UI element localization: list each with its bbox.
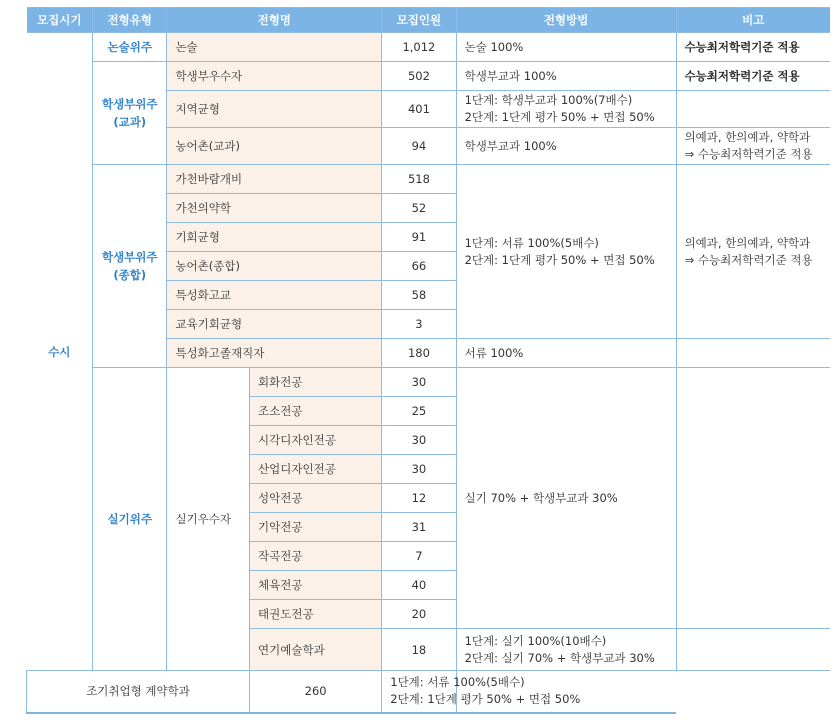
name-cell: 회화전공	[250, 368, 382, 397]
name-cell: 성악전공	[250, 484, 382, 513]
table-row	[27, 165, 831, 194]
count-cell: 20	[382, 600, 456, 629]
method-line: 1단계: 실기 100%(10배수)	[464, 633, 607, 648]
count-cell: 518	[382, 165, 456, 194]
note-cell: 수능최저학력기준 적용	[676, 33, 830, 62]
count-cell: 66	[382, 252, 456, 281]
count-cell: 52	[382, 194, 456, 223]
method-line: 2단계: 1단계 평가 50% + 면접 50%	[464, 110, 655, 124]
count-cell: 1,012	[382, 33, 456, 62]
type-silgi: 실기위주	[93, 368, 167, 671]
name-cell: 특성화고졸재직자	[167, 339, 382, 368]
name-cell: 가천의약학	[167, 194, 382, 223]
name-cell: 특성화고교	[167, 281, 382, 310]
note-cell	[676, 368, 830, 629]
type-jonghap: 학생부위주 (종합)	[93, 165, 167, 368]
name-cell: 기악전공	[250, 513, 382, 542]
method-line: 1단계: 학생부교과 100%(7배수)	[464, 93, 633, 107]
method-cell: 학생부교과 100%	[456, 62, 676, 91]
header-note: 비고	[676, 8, 830, 33]
count-cell: 180	[382, 339, 456, 368]
count-cell: 91	[382, 223, 456, 252]
table-row	[27, 33, 831, 62]
count-cell: 12	[382, 484, 456, 513]
method-cell	[456, 629, 676, 671]
header-period: 모집시기	[27, 8, 93, 33]
method-cell: 실기 70% + 학생부교과 30%	[456, 368, 676, 629]
table-row	[27, 671, 831, 713]
name-cell: 산업디자인전공	[250, 455, 382, 484]
method-line: 1단계: 서류 100%(5배수)	[390, 675, 525, 690]
name-cell: 지역균형	[167, 91, 382, 128]
method-line: 1단계: 서류 100%(5배수)	[464, 235, 599, 250]
name-cell: 태권도전공	[250, 600, 382, 629]
method-cell	[456, 165, 676, 339]
header-method: 전형방법	[456, 8, 676, 33]
header-type: 전형유형	[93, 8, 167, 33]
method-cell: 논술 100%	[456, 33, 676, 62]
count-cell: 401	[382, 91, 456, 128]
table-row	[27, 62, 831, 91]
name-cell: 조기취업형 계약학과	[27, 671, 250, 713]
name-cell: 교육기회균형	[167, 310, 382, 339]
header-row	[27, 8, 831, 33]
name-cell: 가천바람개비	[167, 165, 382, 194]
note-cell	[676, 128, 830, 165]
name-cell: 작곡전공	[250, 542, 382, 571]
name-cell: 체육전공	[250, 571, 382, 600]
note-line: ⇒ 수능최저학력기준 적용	[684, 252, 813, 267]
count-cell: 58	[382, 281, 456, 310]
note-cell	[676, 165, 830, 339]
note-line: 의예과, 한의예과, 약학과	[684, 130, 811, 144]
count-cell: 30	[382, 368, 456, 397]
note-cell: 수능최저학력기준 적용	[676, 62, 830, 91]
count-cell: 502	[382, 62, 456, 91]
count-cell: 31	[382, 513, 456, 542]
note-line: ⇒ 수능최저학력기준 적용	[684, 147, 813, 161]
note-cell	[676, 629, 830, 671]
admission-table	[26, 7, 830, 714]
note-cell	[676, 339, 830, 368]
name-cell: 논술	[167, 33, 382, 62]
count-cell: 30	[382, 426, 456, 455]
count-cell: 18	[382, 629, 456, 671]
method-cell: 학생부교과 100%	[456, 128, 676, 165]
method-line: 2단계: 1단계 평가 50% + 면접 50%	[390, 692, 581, 707]
name-cell: 조소전공	[250, 397, 382, 426]
method-cell	[382, 671, 581, 713]
count-cell: 3	[382, 310, 456, 339]
note-line: 의예과, 한의예과, 약학과	[684, 235, 811, 250]
method-cell	[456, 91, 676, 128]
method-cell: 서류 100%	[456, 339, 676, 368]
period-cell: 수시	[27, 33, 93, 671]
method-line: 2단계: 1단계 평가 50% + 면접 50%	[464, 252, 655, 267]
name-cell: 기회균형	[167, 223, 382, 252]
header-name: 전형명	[167, 8, 382, 33]
header-count: 모집인원	[382, 8, 456, 33]
name-cell: 학생부우수자	[167, 62, 382, 91]
silgi-group-cell: 실기우수자	[167, 368, 250, 671]
name-cell: 농어촌(교과)	[167, 128, 382, 165]
count-cell: 7	[382, 542, 456, 571]
table-row	[27, 368, 831, 397]
count-cell: 25	[382, 397, 456, 426]
count-cell: 94	[382, 128, 456, 165]
note-cell	[676, 91, 830, 128]
method-line: 2단계: 실기 70% + 학생부교과 30%	[464, 650, 655, 665]
type-gyogwa: 학생부위주 (교과)	[93, 62, 167, 165]
count-cell: 40	[382, 571, 456, 600]
name-cell: 연기예술학과	[250, 629, 382, 671]
name-cell: 농어촌(종합)	[167, 252, 382, 281]
name-cell: 시각디자인전공	[250, 426, 382, 455]
type-nonsul: 논술위주	[93, 33, 167, 62]
count-cell: 260	[250, 671, 382, 713]
count-cell: 30	[382, 455, 456, 484]
